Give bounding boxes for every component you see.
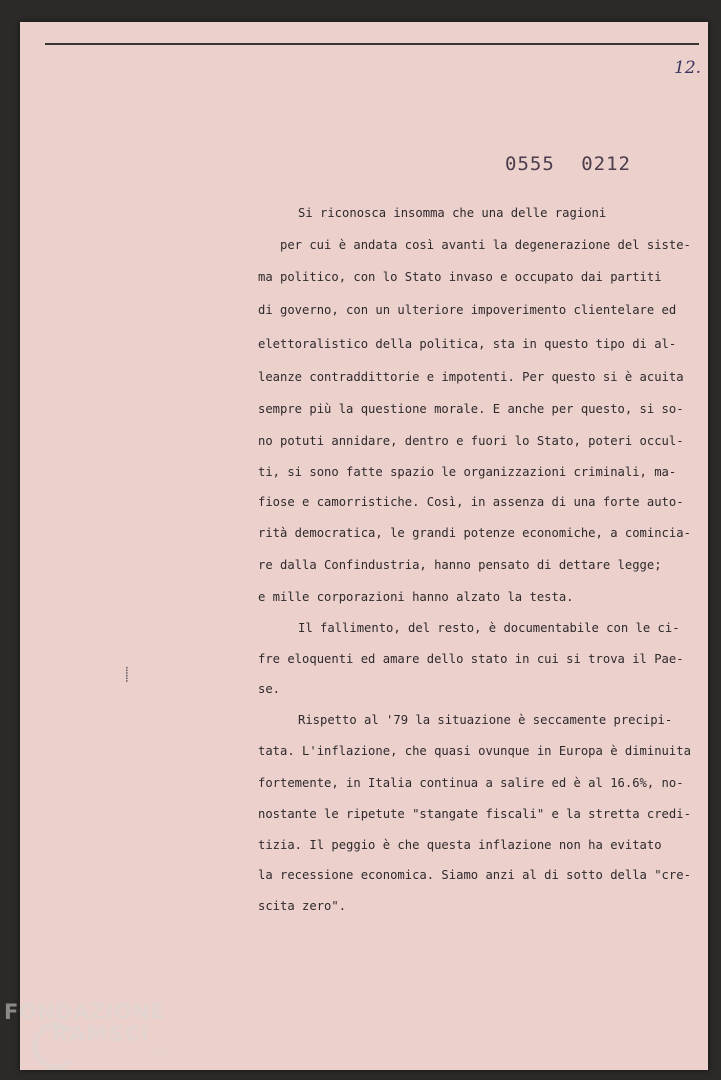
margin-mark: ⸽: [125, 667, 129, 683]
text-line: fre eloquenti ed amare dello stato in cui si trova il Pae-: [258, 652, 684, 666]
text-line: sempre più la questione morale. E anche per questo, si so-: [258, 402, 684, 416]
fondazione-gramsci-logo: [4, 1000, 179, 1080]
document-sheet: [20, 22, 708, 1070]
text-line: Si riconosca insomma che una delle ragioni: [298, 206, 607, 220]
text-line: no potuti annidare, dentro e fuori lo Stato, poteri occul-: [258, 434, 684, 448]
text-line: leanze contraddittorie e impotenti. Per questo si è acuita: [258, 370, 684, 384]
text-line: la recessione economica. Siamo anzi al di sotto della "cre-: [258, 868, 691, 882]
text-line: tata. L'inflazione, che quasi ovunque in Europa è diminuita: [258, 744, 691, 758]
text-line: Rispetto al '79 la situazione è seccamente precipi-: [298, 713, 673, 727]
text-line: ma politico, con lo Stato invaso e occupato dai partiti: [258, 270, 662, 284]
archive-code: 0555 0212: [505, 153, 631, 175]
page-number: 12.: [674, 58, 702, 78]
text-line: di governo, con un ulteriore impoverimento clientelare ed: [258, 303, 677, 317]
text-line: nostante le ripetute "stangate fiscali" e la stretta credi-: [258, 807, 691, 821]
text-line: fiose e camorristiche. Così, in assenza di una forte auto-: [258, 495, 684, 509]
logo-line2: RAMSCI: [52, 1022, 150, 1046]
text-line: se.: [258, 682, 281, 696]
logo-line3: .onlus: [144, 1048, 168, 1057]
text-line: rità democratica, le grandi potenze economiche, a comincia-: [258, 526, 691, 540]
logo-line1: FONDAZIONE: [4, 1000, 166, 1024]
text-line: fortemente, in Italia continua a salire ed è al 16.6%, no-: [258, 776, 684, 790]
text-line: ti, si sono fatte spazio le organizzazioni criminali, ma-: [258, 465, 677, 479]
text-line: re dalla Confindustria, hanno pensato di dettare legge;: [258, 558, 662, 572]
text-line: elettoralistico della politica, sta in questo tipo di al-: [258, 337, 677, 351]
text-line: tizia. Il peggio è che questa inflazione non ha evitato: [258, 838, 662, 852]
text-line: scita zero".: [258, 899, 347, 913]
header-rule: [45, 43, 699, 45]
text-line: per cui è andata così avanti la degenerazione del siste-: [280, 238, 691, 252]
text-line: e mille corporazioni hanno alzato la testa.: [258, 590, 574, 604]
text-line: Il fallimento, del resto, è documentabile con le ci-: [298, 621, 680, 635]
